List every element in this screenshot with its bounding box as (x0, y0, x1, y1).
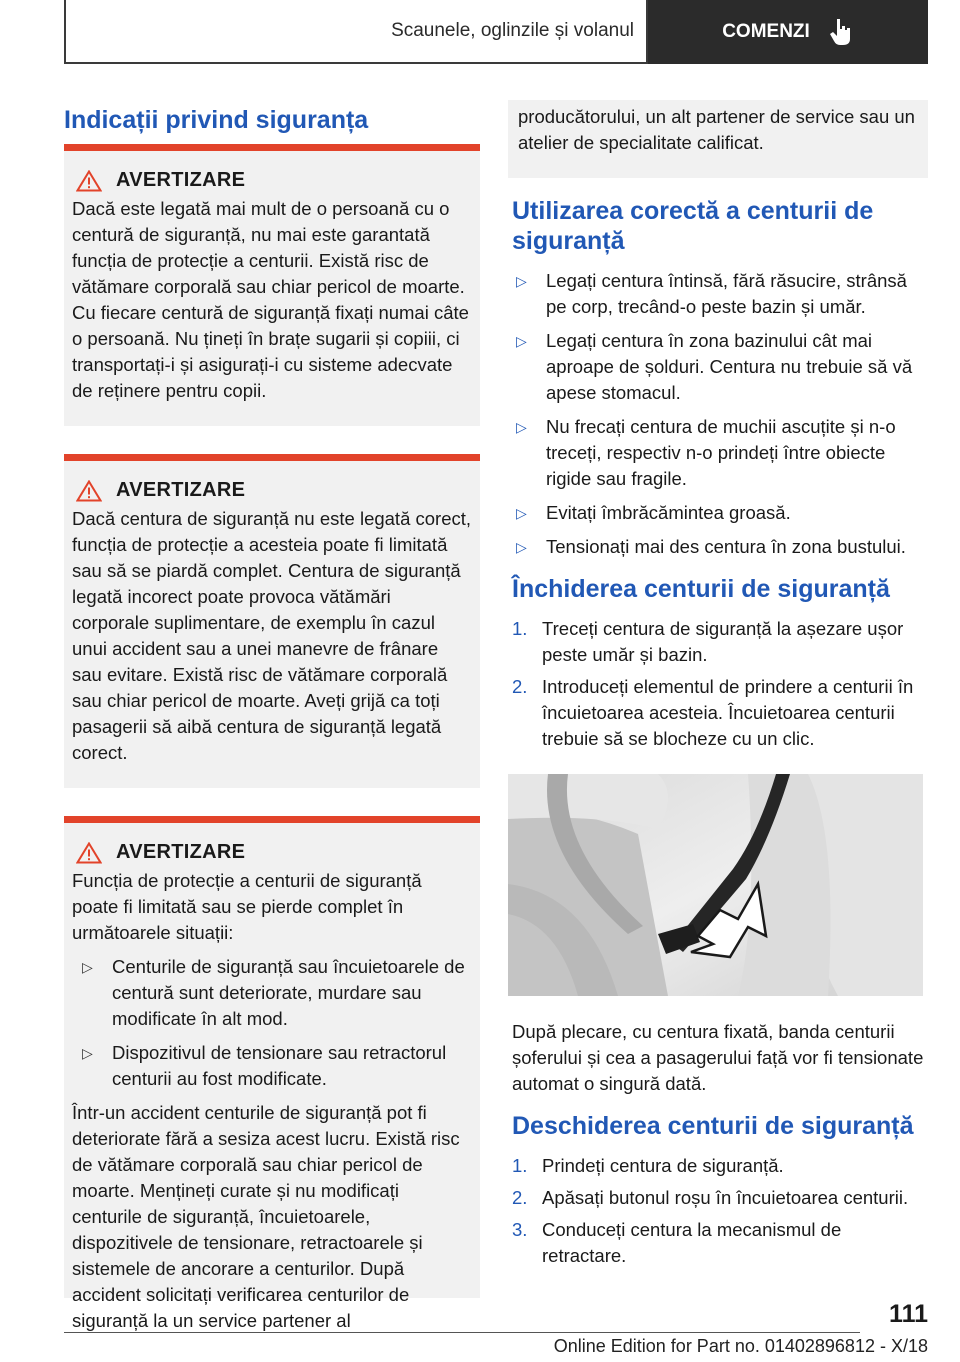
section-title: Scaunele, oglinzile și volanul (64, 0, 648, 64)
warning-label: AVERTIZARE (116, 841, 246, 863)
page-title: Indicații privind siguranța (64, 106, 369, 134)
step-number: 1. (512, 618, 528, 639)
tab-label: COMENZI (722, 21, 810, 42)
info-paragraph: După plecare, cu centura fixată, banda centurii șoferului și cea a pasagerului față vor fi tensionate automat o singură dată. (512, 1021, 924, 1094)
hand-pointer-icon (828, 17, 854, 47)
warning-text: Dacă centura de siguranță nu este legată corect, funcția de protecție a acesteia poate fi limitată sau să se piardă complet. Centura de siguranță legată incorect poate provoca vătămări corporale suplimentare, de exemplu în cazul unui accident sau a unei manevre de frânare sau evitare. Există risc de vătămare corporală sau chiar pericol de moarte. Aveți grijă ca toți pasagerii să aibă centura de siguranță legată corect. (72, 508, 472, 763)
footer-divider (64, 1332, 860, 1333)
warning-header (72, 841, 472, 864)
warning-header (72, 479, 472, 502)
list-item (512, 414, 928, 492)
step-item (512, 674, 928, 752)
section-heading: Închiderea centurii de siguranță (512, 575, 890, 603)
warning-triangle-icon (76, 170, 102, 192)
list-item-text: Centurile de siguranță sau încuietoarele de centură sunt deteriorate, murdare sau modificate în alt mod. (112, 956, 465, 1029)
warning-intro: Funcția de protecție a centurii de siguranță poate fi limitată sau se pierde complet în următoarele situații: (72, 870, 422, 943)
list-item-text: Legați centura întinsă, fără răsucire, strânsă pe corp, trecând-o peste bazin și umăr. (546, 270, 907, 317)
list-item (512, 500, 928, 526)
bullet-triangle-icon: ▷ (516, 419, 527, 435)
list-item (512, 534, 928, 560)
list-item (72, 1040, 472, 1092)
bullet-list (508, 268, 928, 560)
step-item (512, 1217, 928, 1269)
warning-label: AVERTIZARE (116, 169, 246, 191)
step-item (512, 1153, 928, 1179)
page-header (64, 0, 928, 64)
list-item-text: Tensionați mai des centura în zona bustului. (546, 536, 906, 557)
warning-header (72, 169, 472, 192)
step-item (512, 1185, 928, 1211)
step-item (512, 616, 928, 668)
bullet-triangle-icon: ▷ (82, 1045, 93, 1061)
bullet-triangle-icon: ▷ (82, 959, 93, 975)
numbered-list (508, 1153, 928, 1269)
right-column (508, 100, 928, 1275)
warning-box (64, 454, 480, 788)
warning-outro: Într-un accident centurile de siguranță pot fi deteriorate fără a sesiza acest lucru. Există risc de vătămare corporală sau chiar pericol de moarte. Mențineți curate și nu modificați centurile de siguranță, încuietoarele, dispozitivele de tensionare, retractoarele și sistemele de ancorare a centurilor. După accident solicitați verificarea centurilor de siguranță la un service partener al (72, 1102, 460, 1331)
warning-label: AVERTIZARE (116, 479, 246, 501)
list-item (512, 328, 928, 406)
footer-edition: Online Edition for Part no. 01402896812 - X/18 (553, 1336, 928, 1356)
warning-box (64, 144, 480, 426)
step-number: 1. (512, 1155, 528, 1176)
left-column (64, 100, 480, 1331)
list-item-text: Nu frecați centura de muchii ascuțite și n-o treceți, respectiv n-o prindeți între obiecte rigide sau fragile. (546, 416, 896, 489)
numbered-list (508, 616, 928, 752)
step-number: 2. (512, 1187, 528, 1208)
step-text: Conduceți centura la mecanismul de retractare. (542, 1219, 842, 1266)
list-item-text: Evitați îmbrăcămintea groasă. (546, 502, 791, 523)
page-number: 111 (889, 1300, 928, 1328)
list-item-text: Dispozitivul de tensionare sau retractorul centurii au fost modificate. (112, 1042, 447, 1089)
warning-triangle-icon (76, 842, 102, 864)
list-item (72, 954, 472, 1032)
tab-comenzi[interactable] (648, 0, 928, 64)
step-number: 2. (512, 676, 528, 697)
warning-box (64, 816, 480, 1331)
bullet-triangle-icon: ▷ (516, 539, 527, 555)
warning-continuation: producătorului, un alt partener de service sau un atelier de specialitate calificat. (508, 100, 928, 178)
bullet-triangle-icon: ▷ (516, 273, 527, 289)
bullet-triangle-icon: ▷ (516, 333, 527, 349)
section-heading: Utilizarea corectă a centurii de siguranță (512, 197, 874, 255)
seatbelt-buckle-photo (508, 774, 923, 996)
list-item-text: Legați centura în zona bazinului cât mai aproape de șolduri. Centura nu trebuie să vă apese stomacul. (546, 330, 913, 403)
step-text: Apăsați butonul roșu în încuietoarea centurii. (542, 1187, 909, 1208)
step-text: Prindeți centura de siguranță. (542, 1155, 784, 1176)
step-text: Introduceți elementul de prindere a centurii în încuietoarea acesteia. Încuietoarea centurii trebuie să se blocheze cu un clic. (542, 676, 914, 749)
step-number: 3. (512, 1219, 528, 1240)
list-item (512, 268, 928, 320)
section-heading: Deschiderea centurii de siguranță (512, 1112, 914, 1140)
step-text: Treceți centura de siguranță la așezare ușor peste umăr și bazin. (542, 618, 904, 665)
warning-triangle-icon (76, 480, 102, 502)
warning-text: Dacă este legată mai mult de o persoană cu o centură de siguranță, nu mai este garantată funcția de protecție a centurii. Există risc de vătămare corporală sau chiar pericol de moarte. Cu fiecare centură de siguranță fixați numai câte o persoană. Nu țineți în brațe sugarii și copiii, ci transportați-i și asigurați-i cu sisteme adecvate de reținere pentru copii. (72, 198, 469, 401)
bullet-triangle-icon: ▷ (516, 505, 527, 521)
